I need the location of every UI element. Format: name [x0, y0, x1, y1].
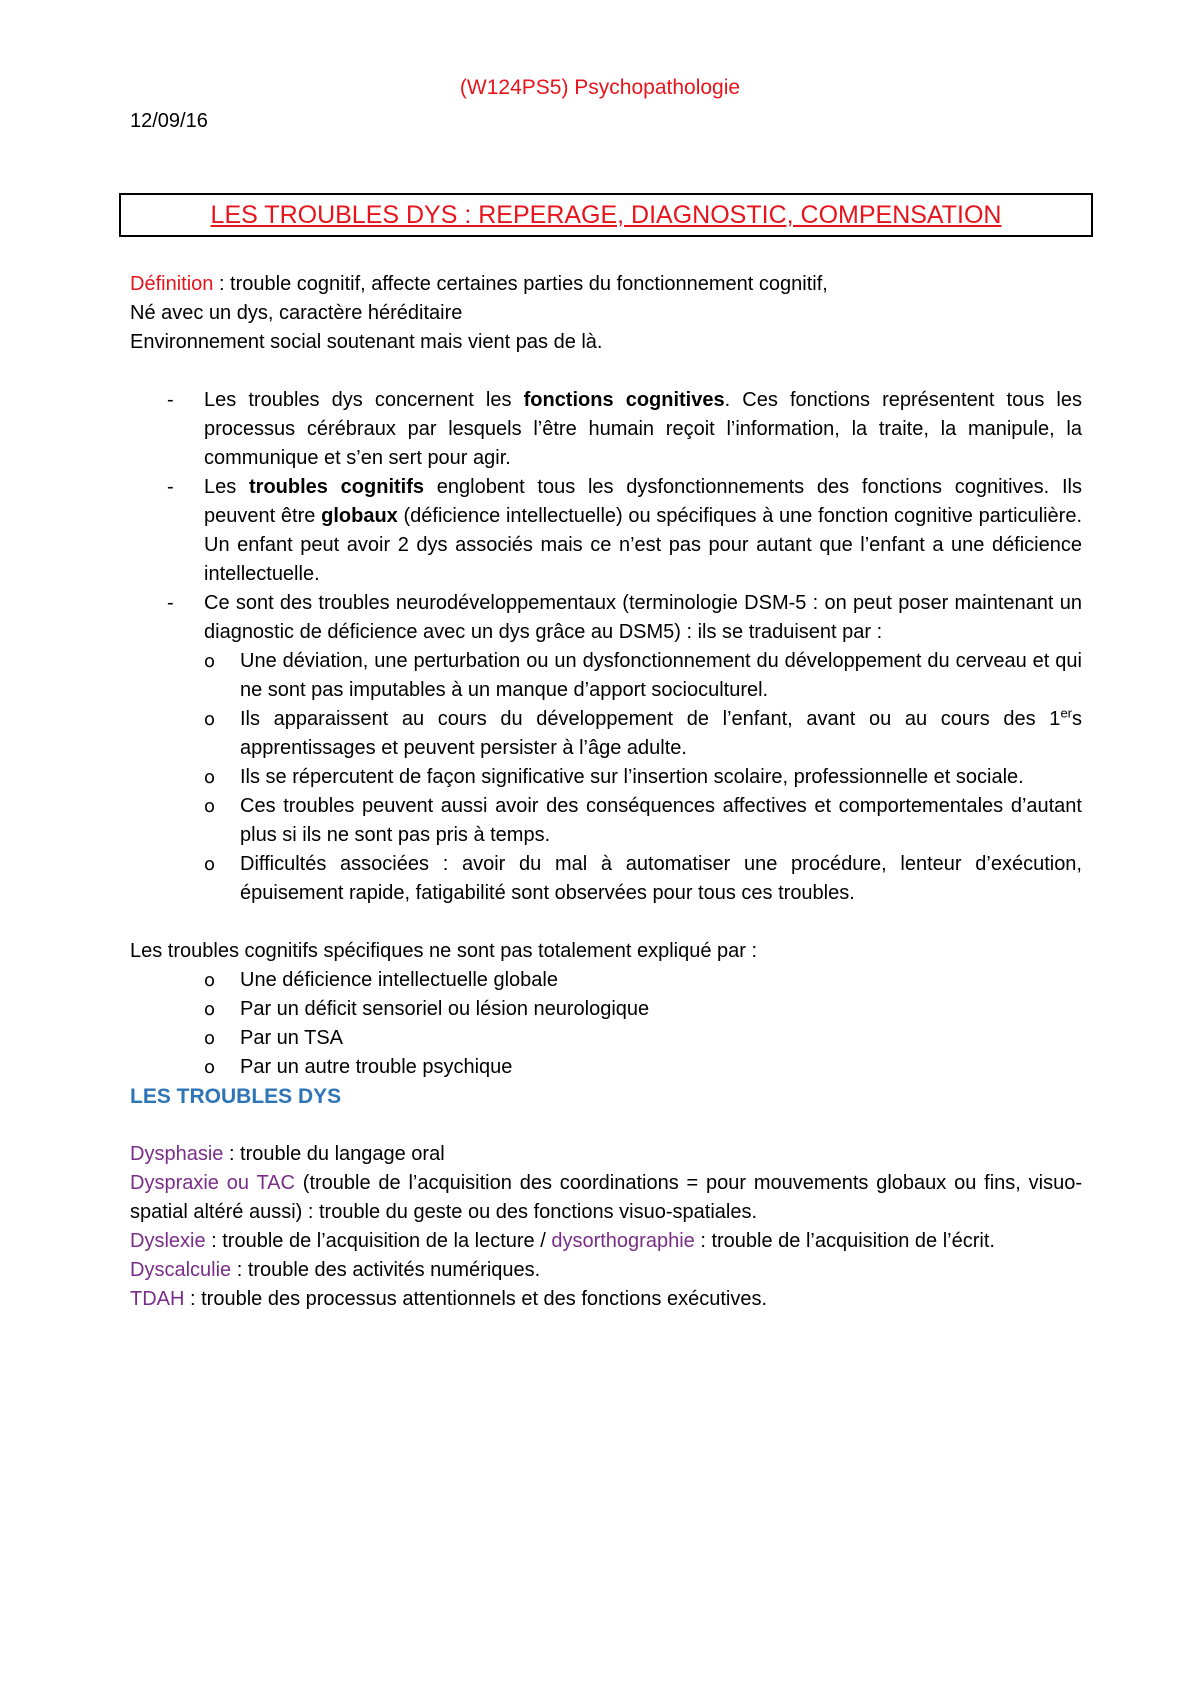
section-title: LES TROUBLES DYS	[130, 1085, 342, 1108]
document-body	[130, 270, 1082, 1314]
definition-line-2: Né avec un dys, caractère héréditaire	[130, 302, 463, 324]
page-title: LES TROUBLES DYS : REPERAGE, DIAGNOSTIC, COMPENSATION	[210, 201, 1002, 229]
dyspraxie-line: Dyspraxie ou TAC (trouble de l’acquisition des coordinations = pour mouvements globaux ou fins, visuo-spatial altéré aussi) : trouble du geste ou des fonctions visuo-spatiales.	[130, 1172, 1083, 1223]
course-header: (W124PS5) Psychopathologie	[459, 76, 741, 99]
list-item: o Par un TSA	[204, 1024, 1082, 1053]
tdah-line: TDAH : trouble des processus attentionnels et des fonctions exécutives.	[130, 1288, 768, 1310]
dys-definitions	[130, 1140, 1082, 1314]
list-item: o Par un autre trouble psychique	[204, 1053, 1082, 1082]
list-item: o Une déficience intellectuelle globale	[204, 966, 1082, 995]
sub-bullet-list	[204, 647, 1082, 908]
specific-list	[204, 966, 1082, 1082]
list-item: - Ce sont des troubles neurodéveloppementaux (terminologie DSM-5 : on peut poser maintenant un diagnostic de déficience avec un dys grâce au DSM5) : ils se traduisent par : o Une déviation, une perturbation ou un dysfonctionnement du développement du cerveau et qui ne sont pas imputables à un manque d’apport socioculturel. o Ils apparaissent au cours du développement de l’enfant, avant ou au cours des 1ers apprentissages et peuvent persister à l’âge adulte. o Ils se répercutent de façon significative sur l’insertion scolaire, professionnelle et sociale. o Ces troubles peuvent aussi avoir des conséquences affectives et comportementales d’autant plus si ils ne sont pas pris à temps. o Difficultés associées : avoir du mal à automatiser une procédure, lenteur d’exécution, épuisement rapide, fatigabilité sont observées pour tous ces troubles.	[130, 589, 1082, 908]
list-item: - Les troubles cognitifs englobent tous les dysfonctionnements des fonctions cognitives. Ils peuvent être globaux (déficience intellectuelle) ou spécifiques à une fonction cognitive particulière. Un enfant peut avoir 2 dys associés mais ce n’est pas pour autant que l’enfant a une déficience intellectuelle.	[130, 473, 1082, 589]
specific-intro: Les troubles cognitifs spécifiques ne sont pas totalement expliqué par :	[130, 940, 758, 962]
list-item: - Les troubles dys concernent les fonctions cognitives. Ces fonctions représentent tous les processus cérébraux par lesquels l’être humain reçoit l’information, la traite, la manipule, la communique et s’en sert pour agir.	[130, 386, 1082, 473]
dyslexie-line: Dyslexie : trouble de l’acquisition de la lecture / dysorthographie : trouble de l’acquisition de l’écrit.	[130, 1230, 995, 1252]
definition-line-3: Environnement social soutenant mais vient pas de là.	[130, 331, 603, 353]
definition-line-1	[130, 270, 1082, 299]
definition-text: : trouble cognitif, affecte certaines parties du fonctionnement cognitif,	[213, 273, 828, 295]
sub-list-item: o Une déviation, une perturbation ou un dysfonctionnement du développement du cerveau et qui ne sont pas imputables à un manque d’apport socioculturel.	[204, 647, 1082, 705]
definition-label: Définition	[130, 273, 214, 295]
sub-list-item: o Ces troubles peuvent aussi avoir des conséquences affectives et comportementales d’autant plus si ils ne sont pas pris à temps.	[204, 792, 1082, 850]
date: 12/09/16	[130, 110, 208, 132]
main-bullet-list	[130, 386, 1082, 908]
sub-list-item: o Ils se répercutent de façon significative sur l’insertion scolaire, professionnelle et sociale.	[204, 763, 1082, 792]
dyscalculie-line: Dyscalculie : trouble des activités numériques.	[130, 1259, 541, 1281]
title-box	[119, 193, 1093, 237]
sub-list-item: o Ils apparaissent au cours du développement de l’enfant, avant ou au cours des 1ers apprentissages et peuvent persister à l’âge adulte.	[204, 705, 1082, 763]
sub-list-item: o Difficultés associées : avoir du mal à automatiser une procédure, lenteur d’exécution, épuisement rapide, fatigabilité sont observées pour tous ces troubles.	[204, 850, 1082, 908]
dysphasie-line: Dysphasie : trouble du langage oral	[130, 1143, 445, 1165]
list-item: o Par un déficit sensoriel ou lésion neurologique	[204, 995, 1082, 1024]
